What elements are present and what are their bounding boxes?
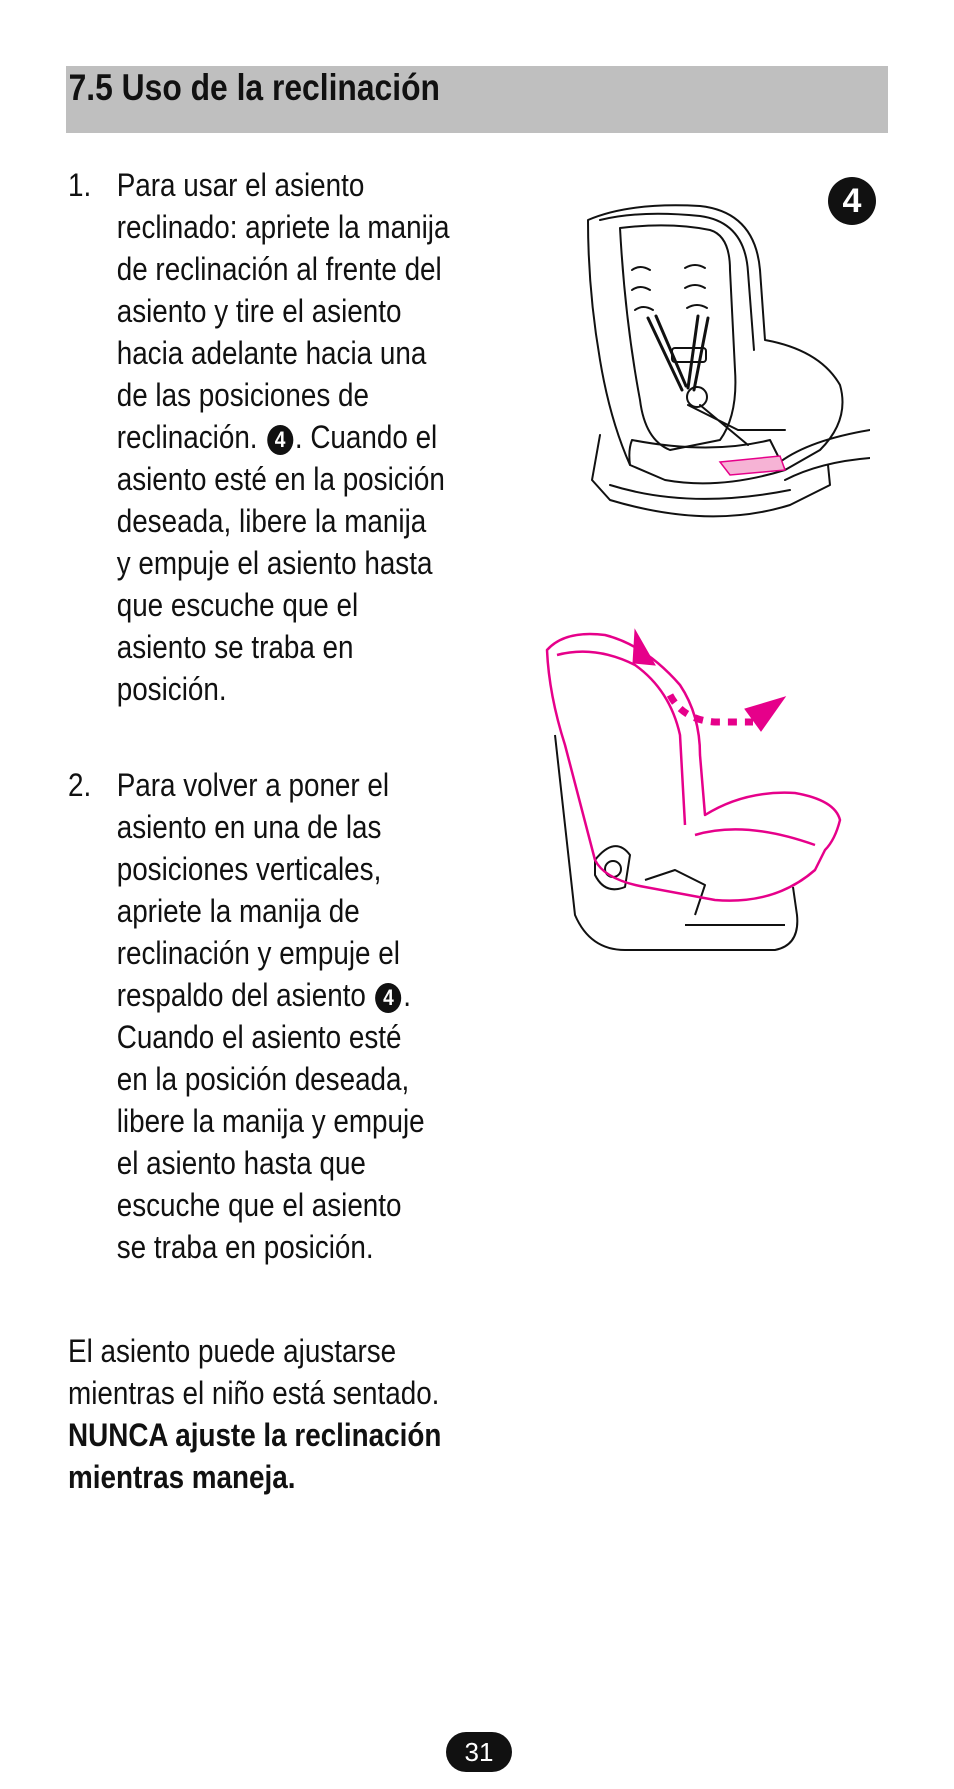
step-text-before: Para volver a poner el asiento en una de las posiciones verticales, apriete la manija de reclinación y empuje el respaldo del asiento [116, 767, 400, 1013]
step-text-before: Para usar el asiento reclinado: apriete la manija de reclinación al frente del asiento y tire el asiento hacia adelante hacia una de las posiciones de reclinación. [116, 167, 450, 455]
car-seat-harness-illustration [570, 200, 870, 530]
step-item-1 [68, 164, 529, 710]
warning-note [68, 1330, 529, 1498]
step-number: 2. [68, 767, 92, 803]
step-text [117, 764, 529, 1268]
note-text: El asiento puede ajustarse mientras el niño está sentado. [68, 1333, 440, 1411]
step-text-after: . Cuando el asiento esté en la posición deseada, libere la manija y empuje el asiento hasta que escuche que el asiento se traba en posición. [116, 977, 425, 1265]
figure-badge: 4 [828, 177, 876, 225]
section-title: 7.5 Uso de la reclinación [68, 67, 440, 108]
step-text [117, 164, 529, 710]
instructions-column [68, 164, 528, 1498]
figure-ref-badge: 4 [375, 983, 401, 1013]
figure-ref-badge: 4 [267, 425, 293, 455]
step-text-after: . Cuando el asiento esté en la posición deseada, libere la manija y empuje el asiento hasta que escuche que el asiento se traba en posición. [116, 419, 445, 707]
section-header [66, 66, 888, 133]
step-item-2 [68, 764, 529, 1268]
note-warning-bold: NUNCA ajuste la reclinación mientras maneja. [68, 1417, 442, 1495]
recline-motion-illustration [535, 625, 895, 985]
step-number: 1. [68, 167, 92, 203]
page-number: 31 [446, 1732, 512, 1772]
